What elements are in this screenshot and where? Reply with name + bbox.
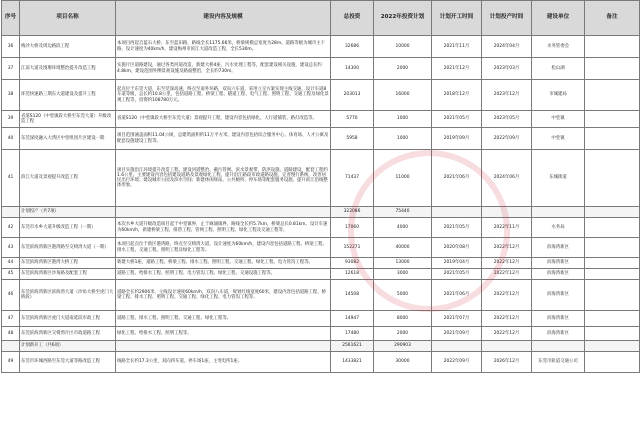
total-investment-cell: 17480 (331, 327, 374, 341)
total-investment-cell: 203013 (331, 80, 374, 111)
builder-unit-cell: 东城街道 (532, 150, 585, 207)
plan-2022-cell: 10000 (374, 36, 432, 58)
table-row (2, 111, 640, 128)
content-scale-cell: 道路工程、给排水工程、照明工程、电力管沟工程、绿化工程、交通设施工程等。 (116, 269, 331, 280)
content-scale-cell: 道路全长约2906米，主线设计速度60km/h，双向八车道，规划红线宽度60米，建设内容包括道路工程、桥梁工程、排水工程、照明工程、交通工程、绿化工程、电力管沟工程等。 (116, 280, 331, 311)
remarks-cell (585, 269, 640, 280)
start-time-cell (432, 341, 482, 352)
content-scale-cell (116, 341, 331, 352)
builder-unit-cell: 水务局 (532, 218, 585, 238)
summary-row (2, 207, 640, 218)
table-row (2, 36, 640, 58)
start-time-cell: 2021年06月 (432, 280, 482, 311)
total-investment-cell: 93082 (331, 258, 374, 269)
remarks-cell (585, 80, 640, 111)
content-scale-cell: 起点位于东莞大道，东至莞深高速，终点至南外环路，双向六车道，采用立交方案实现主线交通，设计车道8车道等级，总长约10.8公里，包括道路工程、桥梁工程、隧道工程、电气工程、照明工程、交通工程及绿化景观工程等，投资约108780万元。 (116, 80, 331, 111)
builder-unit-cell: 水务管委会 (532, 36, 585, 58)
plan-2022-cell: 290903 (374, 341, 432, 352)
start-time-cell: 2019年09月 (432, 128, 482, 150)
total-investment-cell: 12618 (331, 269, 374, 280)
builder-unit-cell (532, 207, 585, 218)
header-project-name: 项目名称 (20, 1, 116, 36)
end-time-cell: 2026年12月 (482, 352, 532, 373)
project-name-cell: 梅沙大桥及周边路段工程 (20, 36, 116, 58)
remarks-cell (585, 327, 640, 341)
builder-unit-cell: 滨海湾新区 (532, 238, 585, 258)
start-time-cell: 2021年09月 (432, 327, 482, 341)
plan-2022-cell: 1000 (374, 128, 432, 150)
start-time-cell: 2021年06月 (432, 150, 482, 207)
plan-2022-cell: 13000 (374, 258, 432, 269)
row-number-cell: 38 (2, 80, 20, 111)
end-time-cell: 2022年12月 (482, 327, 532, 341)
row-number-cell: 39 (2, 111, 20, 128)
header-end-time: 计划投产时间 (482, 1, 532, 36)
plan-2022-cell: 40000 (374, 238, 432, 258)
plan-2022-cell: 4000 (374, 218, 432, 238)
start-time-cell: 2020年08月 (432, 238, 482, 258)
plan-2022-cell: 5000 (374, 280, 432, 311)
content-scale-cell (116, 207, 331, 218)
remarks-cell (585, 352, 640, 373)
row-number-cell: 40 (2, 128, 20, 150)
row-number-cell (2, 207, 20, 218)
content-scale-cell: 道路工程、排水工程、照明工程、交通工程、绿化工程等。 (116, 311, 331, 327)
start-time-cell: 2018年12月 (432, 80, 482, 111)
builder-unit-cell: 中堂镇 (532, 128, 585, 150)
end-time-cell (482, 341, 532, 352)
builder-unit-cell: 东莞市轨道交通公司 (532, 352, 585, 373)
header-no: 序号 (2, 1, 20, 36)
builder-unit-cell (532, 341, 585, 352)
row-number-cell: 41 (2, 150, 20, 207)
project-name-cell: 东莞滨海湾新区虎门大道南延段市政工程 (20, 311, 116, 327)
start-time-cell (432, 207, 482, 218)
content-scale-cell: 省道S120（中堂镇段大桥至东莞大道）景观提升工程，建设内容包括绿化、人行道铺装、路灯改造等。 (116, 111, 331, 128)
end-time-cell: 2024年06月 (482, 150, 532, 207)
header-2022-plan: 2022年投资计划 (374, 1, 432, 36)
content-scale-cell: 本次水乡大道升级改造项目起于中堂镇界，止于麻涌镇界，路线全长约5.7km，桥梁总长0.81km。设计车速为60km/h，新建桥梁工程、排涝工程、管网工程、照明工程、绿化工程及交通工程等。 (116, 218, 331, 238)
project-name-cell: 东莞市水乡大道升级改造工程（一期） (20, 218, 116, 238)
remarks-cell (585, 36, 640, 58)
table-row (2, 218, 640, 238)
project-name-cell: 东莞滨海湾新区港湾大桥工程 (20, 258, 116, 269)
content-scale-cell: 绿化工程、给排水工程、照明工程等。 (116, 327, 331, 341)
row-number-cell: 42 (2, 218, 20, 238)
row-number-cell: 47 (2, 311, 20, 327)
plan-2022-cell: 8000 (374, 311, 432, 327)
total-investment-cell: 14508 (331, 280, 374, 311)
table-row (2, 238, 640, 258)
project-name-cell: 东莞滨海湾新区沙角路及配套工程 (20, 269, 116, 280)
project-name-cell: 东莞深度融入大湾区中堂组团片区建设一期 (20, 128, 116, 150)
table-row (2, 80, 640, 111)
remarks-cell (585, 58, 640, 80)
project-name-cell: 环莞快速路三期东大道建设及提升工程 (20, 80, 116, 111)
content-scale-cell: 本项目西起自蓝石大桥，东至蓝田路，路线全长1175.66米，桥梁规模总宽度为28m。道路等级为城市主干路，设计速度为40km/h，建设梅州市滨江大道改造工程，全长530m。 (116, 36, 331, 58)
builder-unit-cell: 市城建局 (532, 80, 585, 111)
total-investment-cell: 152271 (331, 238, 374, 258)
table-row (2, 269, 640, 280)
total-investment-cell: 5770 (331, 111, 374, 128)
row-number-cell: 44 (2, 258, 20, 269)
content-scale-cell: 线路全长约17.3公里，双向四车道，停车场1座，主变电所1座。 (116, 352, 331, 373)
end-time-cell: 2023年03月 (482, 58, 532, 80)
remarks-cell (585, 311, 640, 327)
table-row (2, 352, 640, 373)
project-name-cell: 计划新开工（共6项） (20, 341, 116, 352)
end-time-cell: 2022年12月 (482, 269, 532, 280)
start-time-cell: 2021年05月 (432, 269, 482, 280)
project-name-cell: 省道S120（中堂镇段大桥至东莞大道）升级改造工程 (20, 111, 116, 128)
end-time-cell: 2024年04月 (482, 36, 532, 58)
total-investment-cell: 32686 (331, 36, 374, 58)
table-row (2, 258, 640, 269)
total-investment-cell: 1433821 (331, 352, 374, 373)
total-investment-cell: 14947 (331, 311, 374, 327)
end-time-cell: 2022年12月 (482, 280, 532, 311)
project-name-cell: 东莞市环城西路至东莞大道等路改造工程 (20, 352, 116, 373)
end-time-cell: 2022年12月 (482, 238, 532, 258)
summary-row (2, 341, 640, 352)
row-number-cell: 45 (2, 269, 20, 280)
builder-unit-cell: 松山湖 (532, 58, 585, 80)
table-header-row (2, 1, 640, 36)
header-start-time: 计划开工时间 (432, 1, 482, 36)
plan-2022-cell: 2000 (374, 327, 432, 341)
content-scale-cell: 新建大桥1座，道路工程、桥梁工程、排水工程、照明工程、交通工程、绿化工程、电力管沟工程等。 (116, 258, 331, 269)
row-number-cell: 43 (2, 238, 20, 258)
end-time-cell: 2022年12月 (482, 258, 532, 269)
total-investment-cell: 2561621 (331, 341, 374, 352)
row-number-cell: 36 (2, 36, 20, 58)
row-number-cell: 48 (2, 327, 20, 341)
remarks-cell (585, 207, 640, 218)
table-row (2, 311, 640, 327)
header-total-investment: 总投资 (331, 1, 374, 36)
row-number-cell: 46 (2, 280, 20, 311)
remarks-cell (585, 258, 640, 269)
remarks-cell (585, 238, 640, 258)
content-scale-cell: 本项目起点位于新区港湾路，终点至交椅湾大道，设计速度为60km/h，建设内容包括道路工程、桥梁工程、排水工程、交通工程、照明工程及绿化工程等。 (116, 238, 331, 258)
content-scale-cell: 实施片区道路建设，通过各类河道改造，新建大桥4座，污水处理工程等，配套建设相关设施，建设总长约4.8km，建设范围外侧景观设施及路面整治，全长约730m。 (116, 58, 331, 80)
project-name-cell: 东莞滨海湾新区滨海湾大道（沙角大桥至虎门大桥段） (20, 280, 116, 311)
row-number-cell (2, 341, 20, 352)
end-time-cell: 2022年12月 (482, 311, 532, 327)
total-investment-cell: 14300 (331, 58, 374, 80)
remarks-cell (585, 280, 640, 311)
start-time-cell: 2021年11月 (432, 36, 482, 58)
remarks-cell (585, 218, 640, 238)
start-time-cell: 2021年12月 (432, 58, 482, 80)
total-investment-cell: 71437 (331, 150, 374, 207)
table-row (2, 327, 640, 341)
investment-plan-table (1, 0, 640, 373)
table-row (2, 280, 640, 311)
table-row (2, 128, 640, 150)
start-time-cell: 2019年04月 (432, 258, 482, 269)
table-row (2, 150, 640, 207)
plan-2022-cell: 2000 (374, 58, 432, 80)
builder-unit-cell: 中堂镇 (532, 111, 585, 128)
builder-unit-cell: 滨海湾新区 (532, 311, 585, 327)
plan-2022-cell: 75440 (374, 207, 432, 218)
end-time-cell (482, 207, 532, 218)
plan-2022-cell: 11000 (374, 150, 432, 207)
remarks-cell (585, 111, 640, 128)
start-time-cell: 2021年05月 (432, 111, 482, 128)
end-time-cell: 2023年05月 (482, 111, 532, 128)
start-time-cell: 2021年07月 (432, 311, 482, 327)
builder-unit-cell: 滨海湾新区 (532, 258, 585, 269)
builder-unit-cell: 滨海湾新区 (532, 327, 585, 341)
project-name-cell: 东莞滨海湾新区港湾路至交椅湾大道（一期） (20, 238, 116, 258)
end-time-cell: 2023年12月 (482, 80, 532, 111)
project-name-cell: 滨江大道及景观提升改造工程 (20, 150, 116, 207)
remarks-cell (585, 341, 640, 352)
table-row (2, 58, 640, 80)
remarks-cell (585, 128, 640, 150)
content-scale-cell: 项目实施沿江环境提升改造工程，建设河道整治、截污管网、滨水景观带、防洪设施、道路建设，配套工程约1.6公里。主要建设内容包括建设道路及景观绿化工程，提升沿江路段市政道路设施，完善慢行系统，改善居民出行环境；建设城市公园及滨水空间；新建休闲驿站、公共厕所、停车场等配套服务设施，提升滨江沿线整体形象。 (116, 150, 331, 207)
content-scale-cell: 项目范围涵盖面积11.04公顷，总建筑面积约11万平方米，建设内容包括综合服务中心、体育场、人才公寓及配套设施建设工程等。 (116, 128, 331, 150)
builder-unit-cell: 滨海湾新区 (532, 280, 585, 311)
plan-2022-cell: 16000 (374, 80, 432, 111)
start-time-cell: 2022年09月 (432, 352, 482, 373)
plan-2022-cell: 1000 (374, 111, 432, 128)
project-name-cell: 计划投产（共7项） (20, 207, 116, 218)
project-name-cell: 东莞滨海湾新区交椅湾片区市政道路工程 (20, 327, 116, 341)
total-investment-cell: 5958 (331, 128, 374, 150)
total-investment-cell: 322086 (331, 207, 374, 218)
end-time-cell: 2022年11月 (482, 218, 532, 238)
header-remarks: 备注 (585, 1, 640, 36)
end-time-cell: 2022年09月 (482, 128, 532, 150)
row-number-cell: 49 (2, 352, 20, 373)
header-builder-unit: 建设单位 (532, 1, 585, 36)
remarks-cell (585, 150, 640, 207)
project-name-cell: 江前大道及围堰环境整治提升改造工程 (20, 58, 116, 80)
header-content-scale: 建设内容及规模 (116, 1, 331, 36)
total-investment-cell: 17060 (331, 218, 374, 238)
plan-2022-cell: 3000 (374, 269, 432, 280)
builder-unit-cell: 滨海湾新区 (532, 269, 585, 280)
plan-2022-cell: 30000 (374, 352, 432, 373)
row-number-cell: 37 (2, 58, 20, 80)
start-time-cell: 2021年05月 (432, 218, 482, 238)
